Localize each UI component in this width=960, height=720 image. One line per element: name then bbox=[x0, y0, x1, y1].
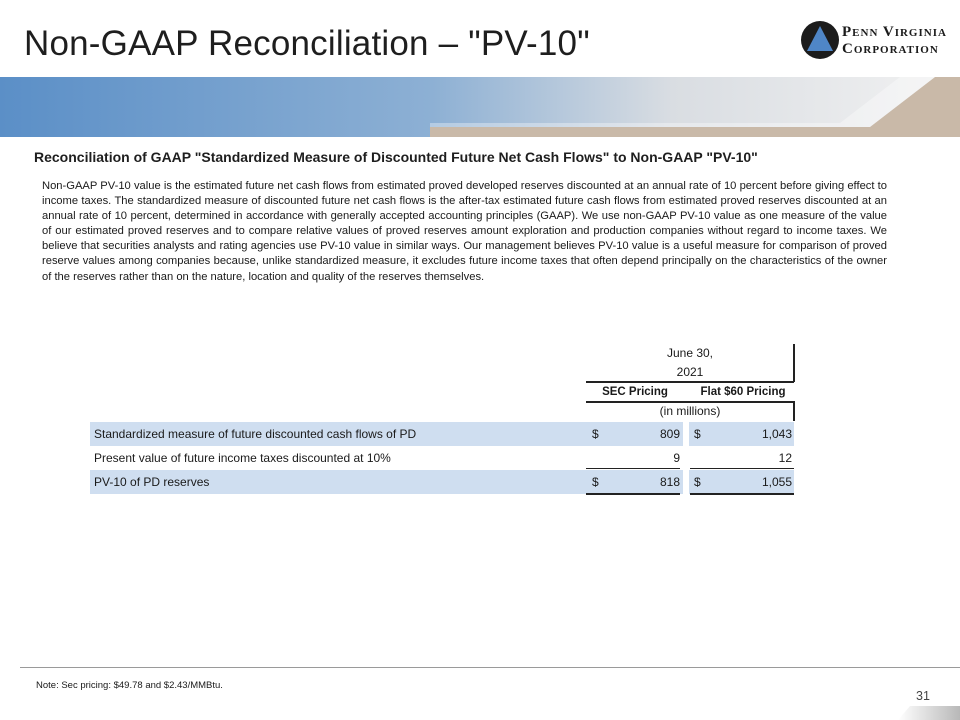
total-underline-flat bbox=[690, 493, 794, 495]
header-banner bbox=[0, 77, 960, 137]
page-number: 31 bbox=[916, 689, 930, 703]
flat-pricing-value: 1,055 bbox=[761, 475, 792, 489]
table-row bbox=[90, 422, 794, 446]
table-row bbox=[90, 446, 794, 470]
row-label: Present value of future income taxes discounted at 10% bbox=[94, 451, 391, 465]
col-header-sec-pricing: SEC Pricing bbox=[602, 386, 668, 398]
sec-pricing-value: 9 bbox=[673, 451, 680, 465]
currency-symbol: $ bbox=[592, 427, 599, 441]
currency-symbol: $ bbox=[694, 427, 701, 441]
header-underline bbox=[586, 381, 794, 383]
sec-pricing-value: 818 bbox=[659, 475, 680, 489]
units-divider bbox=[793, 401, 795, 421]
row-label: PV-10 of PD reserves bbox=[94, 475, 210, 489]
currency-symbol: $ bbox=[592, 475, 599, 489]
row-label: Standardized measure of future discounted cash flows of PD bbox=[94, 427, 417, 441]
sec-pricing-value: 809 bbox=[659, 427, 680, 441]
section-subtitle: Reconciliation of GAAP "Standardized Measure of Discounted Future Net Cash Flows" to Non-GAAP "PV-10" bbox=[34, 149, 758, 165]
logo-line-1: Penn Virginia bbox=[842, 24, 947, 40]
date-header-line-1: June 30, bbox=[666, 346, 714, 360]
date-header-line-2: 2021 bbox=[676, 365, 704, 379]
company-logo bbox=[800, 20, 956, 64]
currency-symbol: $ bbox=[694, 475, 701, 489]
subtotal-underline-sec bbox=[586, 468, 680, 469]
header-divider bbox=[793, 344, 795, 382]
total-underline-sec bbox=[586, 493, 680, 495]
description-paragraph: Non-GAAP PV-10 value is the estimated future net cash flows from estimated proved developed reserves discounted at an annual rate of 10 percent before giving effect to income taxes. The standardized measure of discounted future net cash flows is the after-tax estimated future cash flows from estimated proved reserves discounted at an annual rate of 10 percent, determined in accordance with generally accepted accounting principles (GAAP). We use non-GAAP PV-10 value as one measure of the value of our estimated proved reserves and to compare relative values of proved reserves amount exploration and production companies without regard to income taxes. We believe that securities analysts and rating agencies use PV-10 value in similar ways. Our management believes PV-10 value is a useful measure for comparison of proved reserve values among companies because, unlike standardized measure, it excludes future income taxes that often depend principally on the characteristics of the owner of the reserves rather than on the nature, location and quality of the reserves themselves. bbox=[42, 180, 887, 283]
logo-emblem-icon bbox=[800, 20, 840, 60]
subtotal-underline-flat bbox=[690, 468, 794, 469]
flat-pricing-value: 1,043 bbox=[761, 427, 792, 441]
table-row bbox=[90, 470, 794, 494]
logo-line-2: Corporation bbox=[842, 41, 939, 57]
footer-divider bbox=[20, 667, 960, 668]
units-label: (in millions) bbox=[659, 404, 721, 418]
slide-title: Non-GAAP Reconciliation – "PV-10" bbox=[24, 24, 590, 63]
col-header-flat-pricing: Flat $60 Pricing bbox=[700, 386, 786, 398]
flat-pricing-value: 12 bbox=[778, 451, 792, 465]
col-header-underline bbox=[586, 401, 794, 403]
footer-corner-accent bbox=[880, 706, 960, 720]
footnote: Note: Sec pricing: $49.78 and $2.43/MMBtu. bbox=[36, 680, 223, 691]
